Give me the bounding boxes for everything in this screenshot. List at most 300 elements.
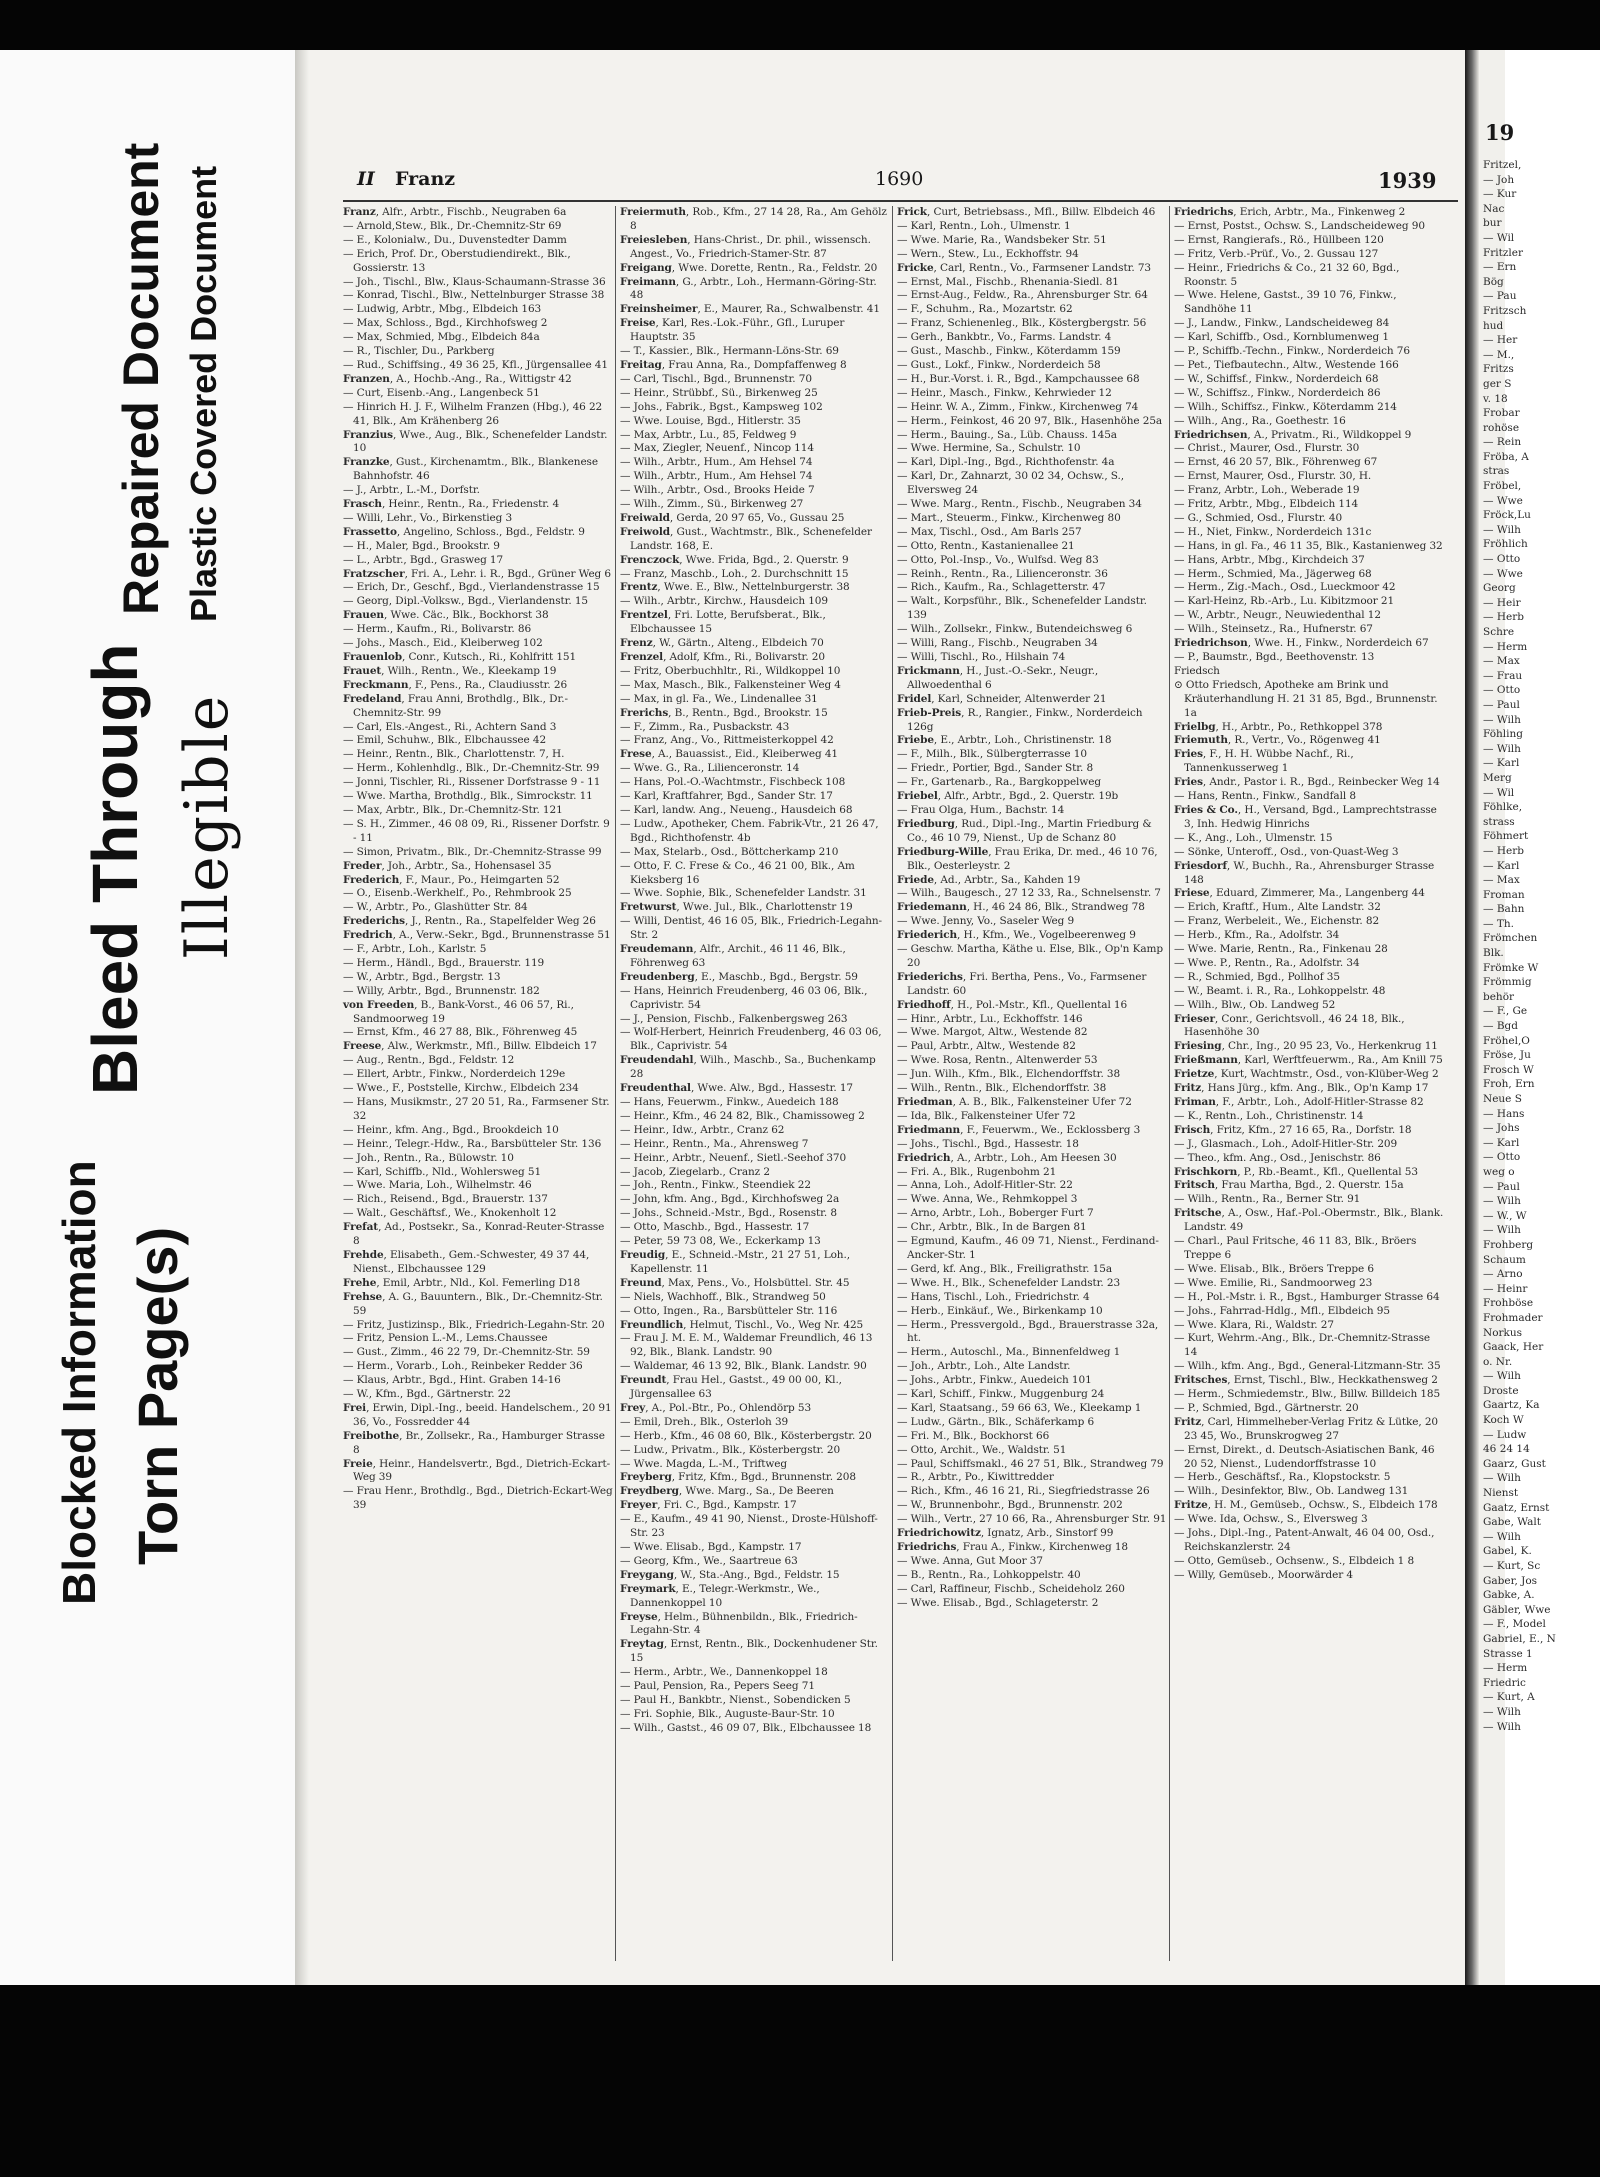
directory-entry: Freise, Karl, Res.-Lok.-Führ., Gfl., Luruper Hauptstr. 35 [620,317,845,344]
directory-entry: — J., Landw., Finkw., Landscheideweg 84 [1174,317,1390,330]
next-page-fragment: rohöse [1483,421,1520,434]
directory-entry: — Wilh., kfm. Ang., Bgd., General-Litzmann-Str. 35 [1174,1360,1441,1373]
directory-entry: — Fritz, Verb.-Prüf., Vo., 2. Gussau 127 [1174,247,1379,260]
directory-entry: Fritsches, Ernst, Tischl., Blw., Heckkathensweg 2 [1174,1374,1438,1387]
directory-entry: — Heinr., Rentn., Blk., Charlottenstr. 7, H. [343,748,565,761]
directory-entry: — Jacob, Ziegelarb., Cranz 2 [620,1165,770,1178]
directory-entry: — Wwe. Martha, Brothdlg., Blk., Simrockstr. 11 [343,790,593,803]
directory-entry: — W., Kfm., Bgd., Gärtnerstr. 22 [343,1388,511,1401]
directory-entry: — John, kfm. Ang., Bgd., Kirchhofsweg 2a [620,1193,840,1206]
directory-entry: Fratzscher, Fri. A., Lehr. i. R., Bgd., Grüner Weg 6 [343,567,611,580]
directory-entry: — Emil, Dreh., Blk., Osterloh 39 [620,1415,789,1428]
directory-entry: — Aug., Rentn., Bgd., Feldstr. 12 [343,1054,515,1067]
directory-entry: — F., Milh., Blk., Sülbergterrasse 10 [897,748,1087,761]
directory-entry: — Erich, Dr., Geschf., Bgd., Vierlandenstrasse 15 [343,581,600,594]
directory-entry: — Karl, landw. Ang., Neueng., Hausdeich 68 [620,803,853,816]
directory-entry: — Herb., Einkäuf., We., Birkenkamp 10 [897,1304,1103,1317]
directory-entry: Freiesleben, Hans-Christ., Dr. phil., wissensch. Angest., Vo., Friedrich-Stamer-Str. 87 [620,233,871,260]
directory-entry: Franzen, A., Hochb.-Ang., Ra., Wittigstr 42 [343,372,572,385]
directory-entry: Freund, Max, Pens., Vo., Holsbüttel. Str. 45 [620,1276,850,1289]
next-page-fragment: 46 24 14 [1483,1443,1530,1456]
next-page-fragment: — Bgd [1483,1020,1518,1033]
directory-entry: — Otto, Rentn., Kastanienallee 21 [897,539,1075,552]
next-page-fragment: Nienst [1483,1487,1519,1500]
directory-entry: — Ernst-Aug., Feldw., Ra., Ahrensburger Str. 64 [897,289,1148,302]
directory-entry: — Heinr., Rentn., Ma., Ahrensweg 7 [620,1137,809,1150]
directory-entry: — Ludw., Gärtn., Blk., Schäferkamp 6 [897,1415,1095,1428]
directory-entry: — Herb., Geschäftsf., Ra., Klopstockstr. 5 [1174,1471,1391,1484]
next-page-fragment: — Johs [1483,1122,1520,1135]
directory-entry: Frasch, Heinr., Rentn., Ra., Friedenstr. 4 [343,498,560,511]
directory-entry: — Geschw. Martha, Käthe u. Else, Blk., Op'n Kamp 20 [897,943,1163,969]
directory-entry: — R., Tischler, Du., Parkberg [343,345,495,358]
directory-entry: Frentz, Wwe. E., Blw., Nettelnburgerstr. 38 [620,581,850,594]
directory-entry: — Hans, Pol.-O.-Wachtmstr., Fischbeck 108 [620,776,846,789]
directory-entry: — Hans, Rentn., Finkw., Sandfall 8 [1174,790,1356,803]
directory-entry: — Fri. M., Blk., Bockhorst 66 [897,1429,1050,1442]
bleed-through-label: Bleed Through [79,643,151,1095]
directory-entry: — Johs., Fabrik., Bgst., Kampsweg 102 [620,400,823,413]
directory-entry: — Wwe. Elisab., Bgd., Schlageterstr. 2 [897,1596,1099,1609]
directory-entry: — Karl-Heinz, Rb.-Arb., Lu. Kibitzmoor 21 [1174,595,1395,608]
directory-entry: — Fri. A., Blk., Rugenbohm 21 [897,1165,1057,1178]
directory-entry: — Wolf-Herbert, Heinrich Freudenberg, 46 03 06, Blk., Caprivistr. 54 [620,1026,882,1053]
next-page-fragment: — Arno [1483,1268,1523,1281]
directory-entry: — K., Ang., Loh., Ulmenstr. 15 [1174,831,1333,844]
directory-entry: — Franz, Werbeleit., We., Eichenstr. 82 [1174,915,1380,928]
directory-entry: Frehde, Elisabeth., Gem.-Schwester, 49 37 44, Nienst., Elbchaussee 129 [343,1248,590,1275]
directory-entry: — Rich., Kaufm., Ra., Schlagetterstr. 47 [897,581,1106,594]
page-surname-heading: Franz [395,168,456,190]
directory-entry: Frickmann, H., Just.-O.-Sekr., Neugr., Allwoedenthal 6 [897,664,1099,691]
directory-entry: — Karl, Schiff., Finkw., Muggenburg 24 [897,1388,1105,1401]
next-page-fragment: — Paul [1483,1180,1520,1193]
directory-entry: — G., Schmied, Osd., Flurstr. 40 [1174,511,1343,524]
next-page-fragment: — Joh [1483,173,1515,186]
directory-entry: — Jun. Wilh., Kfm., Blk., Elchendorffstr. 38 [897,1068,1121,1081]
directory-entry: — Max, Tischl., Osd., Am Barls 257 [897,525,1082,538]
directory-entry: Freyse, Helm., Bühnenbildn., Blk., Friedrich-Legahn-Str. 4 [620,1610,858,1637]
column-divider [1169,206,1170,1961]
directory-entry: ⊙ Otto Friedsch, Apotheke am Brink und Kräuterhandlung H. 21 31 85, Bgd., Brunnenstr. 1a [1174,678,1438,719]
page-edge-shadow [295,50,309,1985]
directory-entry: — Johs., Schneid.-Mstr., Bgd., Rosenstr. 8 [620,1207,837,1220]
next-page-fragment: Föhmert [1483,830,1529,843]
directory-entry: — Wwe., F., Poststelle, Kirchw., Elbdeich 234 [343,1082,579,1095]
directory-entry: — Sönke, Unteroff., Osd., von-Quast-Weg 3 [1174,845,1399,858]
directory-entry: Fricke, Carl, Rentn., Vo., Farmsener Landstr. 73 [897,261,1151,274]
directory-entry: Frauet, Wilh., Rentn., We., Kleekamp 19 [343,664,557,677]
directory-entry: — Wilh., Rentn., Ra., Berner Str. 91 [1174,1193,1361,1206]
directory-entry: — W., Arbtr., Bgd., Bergstr. 13 [343,970,501,983]
directory-entry: Frieser, Conr., Gerichtsvoll., 46 24 18, Blk., Hasenhöhe 30 [1174,1012,1405,1039]
directory-entry: Freudenthal, Wwe. Alw., Bgd., Hassestr. 17 [620,1082,853,1095]
directory-entry: — Charl., Paul Fritsche, 46 11 83, Blk., Bröers Treppe 6 [1174,1235,1417,1261]
directory-entry: — Heinr. W. A., Zimm., Finkw., Kirchenweg 74 [897,400,1139,413]
directory-entry: — Hinr., Arbtr., Lu., Eckhoffstr. 146 [897,1012,1083,1025]
directory-entry: — Johs., Fahrrad-Hdlg., Mfl., Elbdeich 95 [1174,1304,1390,1317]
directory-entry: Frisch, Fritz, Kfm., 27 16 65, Ra., Dorfstr. 18 [1174,1123,1412,1136]
directory-entry: Frederichs, J., Rentn., Ra., Stapelfelder Weg 26 [343,915,596,928]
directory-entry: — Wwe. Helene, Gastst., 39 10 76, Finkw., Sandhöhe 11 [1174,289,1397,316]
directory-entry: — Wwe. Rosa, Rentn., Altenwerder 53 [897,1054,1098,1067]
directory-entry: — R., Schmied, Bgd., Pollhof 35 [1174,970,1340,983]
directory-entry: — Christ., Maurer, Osd., Flurstr. 30 [1174,442,1360,455]
next-page-fragment: — Wilh [1483,1530,1521,1543]
next-page-fragment: Gaartz, Ka [1483,1399,1540,1412]
next-page-fragment: — Hans [1483,1107,1525,1120]
directory-entry: — Paul, Schiffsmakl., 46 27 51, Blk., Strandweg 79 [897,1457,1164,1470]
directory-entry: Frederich, F., Maur., Po., Heimgarten 52 [343,873,560,886]
directory-entry: — Wilh., Zollsekr., Finkw., Butendeichsweg 6 [897,623,1133,636]
next-page-fragment: Fritzel, [1483,159,1522,171]
next-page-fragment: Strasse 1 [1483,1647,1533,1660]
directory-column-3 [897,206,1167,1961]
directory-entry: — Erich, Prof. Dr., Oberstudiendirekt., Blk., Gossierstr. 13 [343,247,571,274]
directory-entry: — Anna, Loh., Adolf-Hitler-Str. 22 [897,1179,1073,1192]
directory-entry: Freudenberg, E., Maschb., Bgd., Bergstr. 59 [620,970,858,983]
directory-entry: — Herm., Kaufm., Ri., Bolivarstr. 86 [343,623,532,636]
directory-entry: — Walt., Korpsführ., Blk., Schenefelder Landstr. 139 [897,595,1147,622]
directory-entry: — Willy, Arbtr., Bgd., Brunnenstr. 182 [343,984,540,997]
directory-entry: — Max, Stelarb., Osd., Böttcherkamp 210 [620,845,839,858]
next-page-fragment: Gabel, K. [1483,1545,1532,1558]
next-page-fragment: — Wilh [1483,1370,1521,1383]
directory-entry: — Max, in gl. Fa., We., Lindenallee 31 [620,692,818,705]
directory-entry: — Ernst, Direkt., d. Deutsch-Asiatischen Bank, 46 20 52, Nienst., Ludendorffstrasse 10 [1174,1443,1435,1470]
directory-entry: — Herm., Schmiedemstr., Blw., Billw. Billdeich 185 [1174,1388,1441,1401]
directory-entry: — Georg, Dipl.-Volksw., Bgd., Vierlandenstr. 15 [343,595,589,608]
directory-entry: — Niels, Wachhoff., Blk., Strandweg 50 [620,1290,826,1303]
directory-entry: Freiwold, Gust., Wachtmstr., Blk., Schenefelder Landstr. 168, E. [620,525,872,552]
directory-entry: — Gerh., Bankbtr., Vo., Farms. Landstr. 4 [897,331,1112,344]
directory-entry: — Gust., Maschb., Finkw., Köterdamm 159 [897,345,1121,358]
directory-entry: — Wilh., Arbtr., Osd., Brooks Heide 7 [620,484,815,497]
directory-entry: — Herm., Pressvergold., Bgd., Brauerstrasse 32a, ht. [897,1318,1159,1345]
directory-entry: — Frau J. M. E. M., Waldemar Freundlich, 46 13 92, Blk., Blank. Landstr. 90 [620,1332,873,1359]
directory-entry: — K., Rentn., Loh., Christinenstr. 14 [1174,1109,1364,1122]
next-page-edge [1479,50,1556,1985]
plastic-covered-label: Plastic Covered Document [183,165,224,622]
directory-entry: Freyberg, Fritz, Kfm., Bgd., Brunnenstr. 208 [620,1471,856,1484]
directory-entry: — Wilh., Rentn., Blk., Elchendorffstr. 38 [897,1082,1107,1095]
next-page-fragment: — Wilh [1483,523,1521,536]
next-page-fragment: Georg [1483,582,1516,595]
directory-entry: — Wwe. Marg., Rentn., Fischb., Neugraben 34 [897,498,1142,511]
directory-entry: — Erich, Kraftf., Hum., Alte Landstr. 32 [1174,901,1381,914]
directory-entry: Friedrichs, Erich, Arbtr., Ma., Finkenweg 2 [1174,206,1406,218]
scan-border-top [0,0,1600,50]
directory-entry: — Wwe. Anna, Gut Moor 37 [897,1554,1043,1567]
directory-entry: — Ida, Blk., Falkensteiner Ufer 72 [897,1109,1076,1122]
directory-entry: — H., Niet, Finkw., Norderdeich 131c [1174,525,1372,538]
directory-entry: Fritsche, A., Osw., Haf.-Pol.-Obermstr., Blk., Blank. Landstr. 49 [1174,1207,1444,1234]
directory-entry: — J., Pension, Fischb., Falkenbergsweg 263 [620,1012,848,1025]
directory-entry: — F., Schuhm., Ra., Mozartstr. 62 [897,303,1073,316]
directory-entry: — Franz, Maschb., Loh., 2. Durchschnitt 15 [620,567,849,580]
next-page-fragment: — Wwe [1483,567,1523,580]
directory-entry: — Fritz, Pension L.-M., Lems.Chaussee [343,1332,548,1345]
next-page-fragment: — M., [1483,348,1515,361]
directory-entry: — W., Schiffsz., Finkw., Norderdeich 86 [1174,386,1381,399]
next-page-fragment: — Karl [1483,757,1520,770]
directory-entry: — S. H., Zimmer., 46 08 09, Ri., Rissener Dorfstr. 9 - 11 [343,817,610,844]
directory-entry: — Heinr., Strübbf., Sü., Birkenweg 25 [620,386,818,399]
next-page-fragment: Droste [1483,1384,1519,1397]
directory-entry: — Wilh., Baugesch., 27 12 33, Ra., Schnelsenstr. 7 [897,887,1161,900]
directory-entry: Frießmann, Karl, Werftfeuerwm., Ra., Am Knill 75 [1174,1054,1443,1067]
directory-entry: — Wwe. Klara, Ri., Waldstr. 27 [1174,1318,1334,1331]
next-page-fragment: — Wilh [1483,713,1521,726]
next-page-fragment: Frohberg [1483,1238,1534,1251]
directory-entry: — Wilh., Schiffsz., Finkw., Köterdamm 214 [1174,400,1397,413]
directory-entry: — Fr., Gartenarb., Ra., Bargkoppelweg [897,776,1101,789]
next-page-fragment: Gaatz, Ernst [1483,1501,1550,1514]
directory-entry: Franzius, Wwe., Aug., Blk., Schenefelder Landstr. 10 [343,428,608,455]
next-page-fragment: — Heir [1483,596,1521,609]
directory-entry: — Curt, Eisenb.-Ang., Langenbeck 51 [343,386,540,399]
directory-entry: Freckmann, F., Pens., Ra., Claudiusstr. 26 [343,678,568,691]
directory-entry: — Chr., Arbtr., Blk., In de Bargen 81 [897,1221,1087,1234]
directory-entry: — W., Brunnenbohr., Bgd., Brunnenstr. 202 [897,1499,1123,1512]
directory-entry: — Wwe. Maria, Loh., Wilhelmstr. 46 [343,1179,532,1192]
directory-entry: — Frau Henr., Brothdlg., Bgd., Dietrich-Eckart-Weg 39 [343,1485,613,1512]
next-page-fragment: Frosch W [1483,1063,1534,1076]
directory-entry: — Hans, Musikmstr., 27 20 51, Ra., Farmsener Str. 32 [343,1096,610,1122]
directory-entry: Freudig, E., Schneid.-Mstr., 21 27 51, Loh., Kapellenstr. 11 [620,1248,850,1275]
directory-entry: — F., Zimm., Ra., Pusbackstr. 43 [620,720,790,733]
next-page-fragment: Bög [1483,275,1504,288]
directory-entry: — Herm., Bauing., Sa., Lüb. Chauss. 145a [897,428,1117,441]
directory-entry: — Hans, Feuerwm., Finkw., Auedeich 188 [620,1096,839,1108]
directory-entry: — O., Eisenb.-Werkhelf., Po., Rehmbrook 25 [343,887,572,900]
next-page-fragment: — Herm [1483,640,1528,653]
directory-entry: Freiwald, Gerda, 20 97 65, Vo., Gussau 25 [620,511,845,524]
directory-entry: Frei, Erwin, Dipl.-Ing., beeid. Handelschem., 20 91 36, Vo., Fossredder 44 [343,1401,612,1428]
next-page-fragment: — F., Ge [1483,1005,1528,1018]
next-page-fragment: Fritzsch [1483,304,1527,317]
directory-entry: Friesdorf, W., Buchh., Ra., Ahrensburger Strasse 148 [1174,859,1435,886]
directory-entry: Friebel, Alfr., Arbtr., Bgd., 2. Querstr. 19b [897,790,1119,803]
directory-entry: Friedmann, F., Feuerwm., We., Ecklossberg 3 [897,1123,1141,1136]
directory-entry: — Hans, in gl. Fa., 46 11 35, Blk., Kastanienweg 32 [1174,539,1443,552]
directory-entry: — Wwe. Elisab., Bgd., Kampstr. 17 [620,1541,802,1553]
next-page-fragment: — Herb [1483,611,1524,624]
directory-entry: Freydberg, Wwe. Marg., Sa., De Beeren [620,1485,834,1498]
directory-entry: — Joh., Arbtr., Loh., Alte Landstr. [897,1360,1071,1373]
directory-entry: — Max, Schmied, Mbg., Elbdeich 84a [343,331,540,344]
next-page-fragment: — Th. [1483,917,1514,930]
directory-entry: Friedrichsen, A., Privatm., Ri., Wildkoppel 9 [1174,428,1412,441]
next-page-fragment: Fröhel,O [1483,1034,1530,1047]
next-page-fragment: Frohmader [1483,1311,1543,1324]
next-page-fragment: Gabe, Walt [1483,1516,1541,1529]
directory-entry: — Fri. Sophie, Blk., Auguste-Baur-Str. 10 [620,1707,835,1720]
directory-entry: — Wwe. Marie, Ra., Wandsbeker Str. 51 [897,233,1107,246]
directory-entry: — H., Maler, Bgd., Brookstr. 9 [343,539,500,552]
directory-entry: — W., Arbtr., Neugr., Neuwiedenthal 12 [1174,609,1381,622]
next-page-fragment: — Pau [1483,290,1517,303]
directory-entry: — Herm., Händl., Bgd., Brauerstr. 119 [343,956,545,969]
directory-entry: — Pet., Tiefbautechn., Altw., Westende 166 [1174,358,1399,371]
directory-entry: Friedburg-Wille, Frau Erika, Dr. med., 46 10 76, Blk., Oesterleystr. 2 [897,845,1158,872]
directory-entry: — Fritz, Justizinsp., Blk., Friedrich-Legahn-Str. 20 [343,1318,605,1331]
directory-entry: — Willy, Gemüseb., Moorwärder 4 [1174,1568,1353,1581]
directory-entry: — Heinr., Masch., Finkw., Kehrwieder 12 [897,386,1112,399]
directory-entry: — Herm., Kohlenhdlg., Blk., Dr.-Chemnitz-Str. 99 [343,762,600,775]
directory-entry: — Wwe. Jenny, Vo., Saseler Weg 9 [897,915,1075,928]
next-page-fragment: Frohböse [1483,1297,1534,1310]
directory-entry: Friedrichowitz, Ignatz, Arb., Sinstorf 99 [897,1527,1114,1540]
directory-entry: — Otto, F. C. Frese & Co., 46 21 00, Blk., Am Kieksberg 16 [620,859,855,886]
directory-entry: — P., Schmied, Bgd., Gärtnerstr. 20 [1174,1401,1359,1414]
directory-entry: — Hinrich H. J. F., Wilhelm Franzen (Hbg.), 46 22 41, Blk., Am Krähenberg 26 [343,400,603,427]
directory-entry: — Georg, Kfm., We., Saartreue 63 [620,1554,798,1567]
directory-entry: — Wern., Stew., Lu., Eckhoffstr. 94 [897,247,1079,260]
directory-entry: Frauenlob, Conr., Kutsch., Ri., Kohlfritt 151 [343,651,577,663]
directory-entry: — Hans, Arbtr., Mbg., Kirchdeich 37 [1174,553,1365,566]
directory-entry: — Ernst, Maurer, Osd., Flurstr. 30, H. [1174,470,1372,483]
directory-entry: Frick, Curt, Betriebsass., Mfl., Billw. Elbdeich 46 [897,206,1156,218]
directory-entry: — Karl, Dipl.-Ing., Bgd., Richthofenstr. 4a [897,456,1115,469]
next-page-fragment: — Karl [1483,859,1520,872]
directory-entry: Freese, Alw., Werkmstr., Mfl., Billw. Elbdeich 17 [343,1040,597,1053]
directory-entry: — Wwe. Ida, Ochsw., S., Elversweg 3 [1174,1513,1368,1526]
next-page-fragment: — Wilh [1483,1224,1521,1237]
directory-entry: — Klaus, Arbtr., Bgd., Hint. Graben 14-16 [343,1374,561,1387]
directory-year: 1939 [1378,168,1437,193]
directory-entry: — Paul, Arbtr., Altw., Westende 82 [897,1040,1076,1053]
next-page-fragment: Friedric [1483,1676,1526,1689]
directory-entry: Frenz, W., Gärtn., Alteng., Elbdeich 70 [620,637,824,650]
directory-entry: Friedsch [1174,664,1220,677]
directory-entry: von Freeden, B., Bank-Vorst., 46 06 57, Ri., Sandmoorweg 19 [343,998,574,1025]
directory-entry: — Herb., Kfm., 46 08 60, Blk., Kösterbergstr. 20 [620,1429,872,1442]
directory-entry: Friedrichson, Wwe. H., Finkw., Norderdeich 67 [1174,637,1429,650]
directory-entry: — Waldemar, 46 13 92, Blk., Blank. Landstr. 90 [620,1360,867,1373]
next-page-fragment: Merg [1483,771,1512,784]
next-page-fragment: bur [1483,217,1502,230]
directory-entry: — J., Glasmach., Loh., Adolf-Hitler-Str. 209 [1174,1137,1398,1150]
next-page-fragment: v. 18 [1483,392,1508,405]
directory-entry: Frehe, Emil, Arbtr., Nld., Kol. Femerling D18 [343,1276,581,1289]
next-page-fragment: — Herb [1483,844,1524,857]
directory-entry: — H., Bur.-Vorst. i. R., Bgd., Kampchaussee 68 [897,372,1140,385]
column-divider [615,206,616,1961]
directory-entry: Fritz, Hans Jürg., kfm. Ang., Blk., Op'n Kamp 17 [1174,1082,1429,1095]
next-page-fragment: — Kur [1483,188,1517,201]
directory-entry: — W., Schiffsf., Finkw., Norderdeich 68 [1174,372,1379,385]
directory-entry: — Ernst, Mal., Fischb., Rhenania-Siedl. 81 [897,275,1119,288]
directory-entry: — Ernst, 46 20 57, Blk., Föhrenweg 67 [1174,456,1378,469]
directory-entry: Frielbg, H., Arbtr., Po., Rethkoppel 378 [1174,720,1383,733]
next-page-fragment: Fröbel, [1483,480,1522,493]
next-page-fragment: hud [1483,319,1504,332]
directory-entry: — H., Pol.-Mstr. i. R., Bgst., Hamburger Strasse 64 [1174,1290,1440,1303]
next-page-fragment: — Kurt, Sc [1483,1560,1541,1572]
directory-entry: — Heinr., kfm. Ang., Bgd., Brookdeich 10 [343,1123,559,1136]
next-page-fragment: Fröhlich [1483,538,1528,551]
directory-entry: — Carl, Els.-Angest., Ri., Achtern Sand 3 [343,720,557,733]
directory-entry: — Wilh., Gastst., 46 09 07, Blk., Elbchaussee 18 [620,1721,872,1734]
next-page-fragment: Schre [1483,626,1515,638]
next-page-fragment: — Her [1483,334,1518,347]
next-page-fragment: strass [1483,815,1515,828]
directory-entry: — Heinr., Kfm., 46 24 82, Blk., Chamissoweg 2 [620,1109,865,1122]
directory-column-2 [620,206,890,1961]
directory-entry: — Johs., Arbtr., Finkw., Auedeich 101 [897,1374,1092,1387]
next-page-fragment: Frobar [1483,407,1520,420]
next-page-fragment: Föhlke, [1483,801,1523,814]
directory-entry: Friesing, Chr., Ing., 20 95 23, Vo., Herkenkrug 11 [1174,1040,1438,1053]
directory-entry: — Wilh., Ang., Ra., Goethestr. 16 [1174,414,1346,427]
directory-entry: — Jonni, Tischler, Ri., Rissener Dorfstrasse 9 - 11 [343,776,601,789]
directory-entry: Freudemann, Alfr., Archit., 46 11 46, Blk., Föhrenweg 63 [620,943,846,969]
next-page-fragment: — Otto [1483,1151,1521,1164]
directory-entry: Frenzel, Adolf, Kfm., Ri., Bolivarstr. 20 [620,651,825,663]
next-page-fragment: Fröse, Ju [1483,1049,1531,1062]
directory-entry: Franzke, Gust., Kirchenamtm., Blk., Blankenese Bahnhofstr. 46 [343,456,598,483]
next-page-fragment: — Wil [1483,786,1515,799]
directory-entry: — Otto, Pol.-Insp., Vo., Wulfsd. Weg 83 [897,553,1099,566]
next-page-fragment: Koch W [1483,1414,1524,1427]
directory-entry: Friedrich, A., Arbtr., Loh., Am Heesen 30 [897,1151,1117,1164]
directory-entry: Freibothe, Br., Zollsekr., Ra., Hamburger Strasse 8 [343,1429,605,1456]
header-rule [343,200,1458,202]
next-page-fragment: Föhling [1483,728,1523,741]
next-page-fragment: Fröck,Lu [1483,509,1531,522]
directory-entry: Friederichs, Fri. Bertha, Pens., Vo., Farmsener Landstr. 60 [897,970,1147,997]
directory-entry: Friemuth, R., Vertr., Vo., Rögenweg 41 [1174,734,1381,747]
directory-entry: — Max, Arbtr., Blk., Dr.-Chemnitz-Str. 121 [343,803,563,816]
directory-entry: — Wilh., Zimm., Sü., Birkenweg 27 [620,498,804,511]
next-page-fragment: Gäbler, Wwe [1483,1603,1551,1616]
directory-entry: — Ludw., Apotheker, Chem. Fabrik-Vtr., 21 26 47, Bgd., Richthofenstr. 4b [620,817,879,844]
illegible-label: Illegible [172,693,242,960]
directory-entry: — Otto, Maschb., Bgd., Hassestr. 17 [620,1221,810,1234]
directory-entry: Friese, Eduard, Zimmerer, Ma., Langenberg 44 [1174,887,1425,900]
next-page-fragment: — Ludw [1483,1428,1527,1441]
next-page-fragment: — F., Model [1483,1618,1546,1631]
directory-entry: — L., Arbtr., Bgd., Grasweg 17 [343,553,504,566]
directory-entry: — Gust., Lokf., Finkw., Norderdeich 58 [897,358,1101,371]
directory-entry: — Paul, Pension, Ra., Pepers Seeg 71 [620,1680,815,1693]
next-page-fragment: weg o [1483,1165,1515,1178]
directory-entry: — Gerd, kf. Ang., Blk., Freiligrathstr. 15a [897,1262,1112,1275]
next-page-fragment: — Otto [1483,553,1521,566]
directory-entry: — Herm., Arbtr., We., Dannenkoppel 18 [620,1666,828,1679]
next-page-fragment: — Herm [1483,1662,1528,1675]
directory-entry: — Heinr., Idw., Arbtr., Cranz 62 [620,1123,785,1136]
directory-entry: Friedrichs, Frau A., Finkw., Kirchenweg 18 [897,1541,1129,1553]
directory-entry: — Peter, 59 73 08, We., Eckerkamp 13 [620,1235,821,1248]
directory-entry: — E., Kaufm., 49 41 90, Nienst., Droste-Hülshoff-Str. 23 [620,1513,878,1540]
next-page-fragment: Froh, Ern [1483,1078,1535,1091]
directory-entry: — Franz, Schienenleg., Blk., Köstergbergstr. 56 [897,317,1147,330]
next-page-fragment: — Wilh [1483,742,1521,755]
directory-entry: — Max, Ziegler, Neuenf., Nincop 114 [620,442,814,455]
directory-entry: Fredeland, Frau Anni, Brothdlg., Blk., Dr.-Chemnitz-Str. 99 [343,692,568,719]
directory-entry: — Walt., Geschäftsf., We., Knokenholt 12 [343,1207,557,1220]
directory-entry: — Gust., Zimm., 46 22 79, Dr.-Chemnitz-Str. 59 [343,1346,590,1359]
directory-entry: — T., Kassier., Blk., Hermann-Löns-Str. 69 [620,345,839,358]
next-page-fragment: — Wilh [1483,1705,1521,1718]
next-page-fragment: Blk. [1483,947,1504,960]
directory-entry: — W., Beamt. i. R., Ra., Lohkoppelstr. 48 [1174,984,1386,997]
directory-entry: — Otto, Archit., We., Waldstr. 51 [897,1443,1067,1456]
directory-entry: — Wilh., Arbtr., Kirchw., Hausdeich 109 [620,595,828,608]
directory-entry: Fritz, Carl, Himmelheber-Verlag Fritz & Lütke, 20 23 45, Wo., Brunskrogweg 27 [1174,1415,1438,1442]
